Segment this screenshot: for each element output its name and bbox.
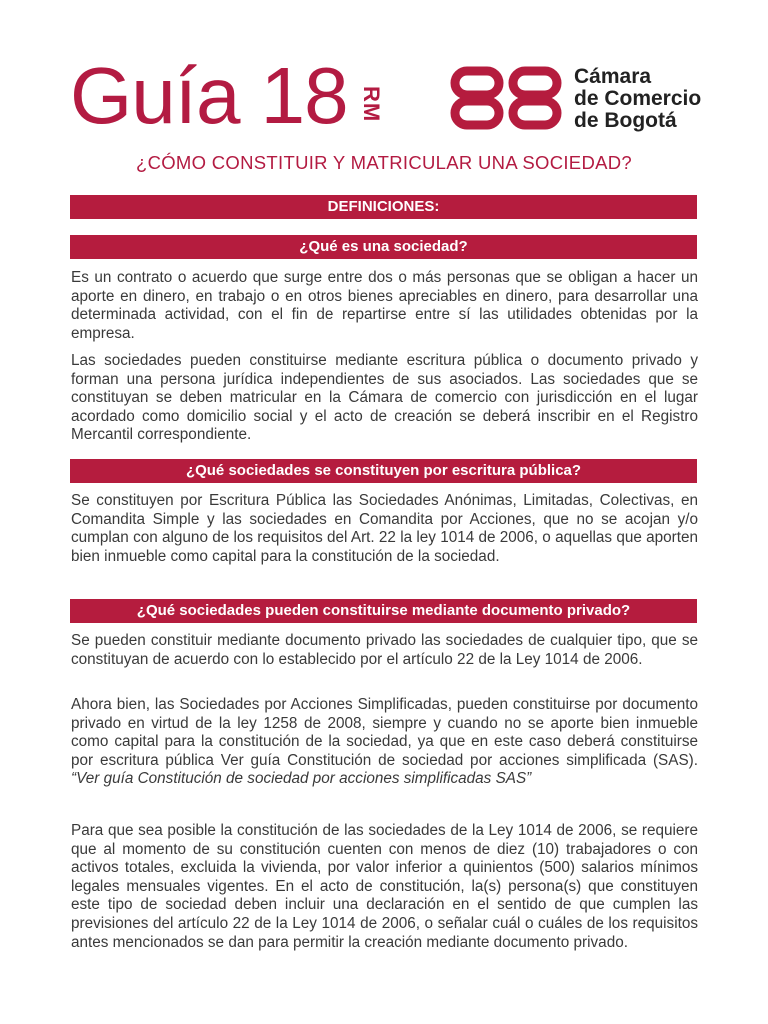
logo-mark-icon xyxy=(450,66,562,130)
camara-comercio-logo xyxy=(450,66,710,136)
logo-text-line: de Bogotá xyxy=(574,109,677,132)
guide-title: Guía 18 xyxy=(70,51,348,140)
logo-text-line: Cámara xyxy=(574,65,652,88)
section-header-escritura-publica: ¿Qué sociedades se constituyen por escritura pública? xyxy=(70,459,697,483)
guide-reference: “Ver guía Constitución de sociedad por acciones simplificadas SAS” xyxy=(71,770,532,788)
guide-title-suffix: RM xyxy=(359,86,384,123)
paragraph: Se constituyen por Escritura Pública las Sociedades Anónimas, Limitadas, Colectivas, en Comandita Simple y las sociedades en Comandita por Acciones, que no se acojan y/o cumplan con alguno de los requisitos del Art. 22 la ley 1014 de 2006, o aquellas que aporten bien inmueble como capital para la constitución de la sociedad. xyxy=(71,492,698,565)
paragraph: Las sociedades pueden constituirse mediante escritura pública o documento privado y forman una persona jurídica independientes de sus asociados. Las sociedades que se constituyan se deben matricular en la Cámara de comercio con jurisdicción en el lugar acordado como domicilio social y el acto de creación se deberá inscribir en el Registro Mercantil correspondiente. xyxy=(71,352,698,444)
paragraph xyxy=(71,696,698,789)
section-header-documento-privado: ¿Qué sociedades pueden constituirse mediante documento privado? xyxy=(70,599,697,623)
paragraph: Para que sea posible la constitución de las sociedades de la Ley 1014 de 2006, se requiere que al momento de su constitución cuenten con menos de diez (10) trabajadores o con activos totales, excluida la vivienda, por valor inferior a quinientos (500) salarios mínimos legales mensuales vigentes. En el acto de constitución, la(s) persona(s) que constituyen este tipo de sociedad deben incluir una declaración en el sentido de que cumplen las previsiones del artículo 22 de la Ley 1014 de 2006, o señalar cuál o cuáles de los requisitos antes mencionados se dan para permitir la creación mediante documento privado. xyxy=(71,822,698,951)
paragraph: Se pueden constituir mediante documento privado las sociedades de cualquier tipo, que se constituyan de acuerdo con lo establecido por el artículo 22 de la Ley 1014 de 2006. xyxy=(71,632,698,668)
header xyxy=(70,51,710,140)
section-header-definiciones: DEFINICIONES: xyxy=(70,195,697,219)
paragraph-text: Ahora bien, las Sociedades por Acciones Simplificadas, pueden constituirse por documento privado en virtud de la ley 1258 de 2008, siempre y cuando no se aporte bien inmueble como capital para la constitución de la sociedad, ya que en este caso deberá constituirse por escritura pública Ver guía Constitución de sociedad por acciones simplificada (SAS). xyxy=(71,696,698,769)
main-title: ¿CÓMO CONSTITUIR Y MATRICULAR UNA SOCIEDAD? xyxy=(135,152,632,173)
logo-text-line: de Comercio xyxy=(574,87,702,110)
section-header-que-es-sociedad: ¿Qué es una sociedad? xyxy=(70,235,697,259)
paragraph: Es un contrato o acuerdo que surge entre dos o más personas que se obligan a hacer un aporte en dinero, en trabajo o en otros bienes apreciables en dinero, para desarrollar una determinada actividad, con el fin de repartirse entre sí las utilidades obtenidas por la empresa. xyxy=(71,269,698,342)
logo-text xyxy=(574,66,701,132)
